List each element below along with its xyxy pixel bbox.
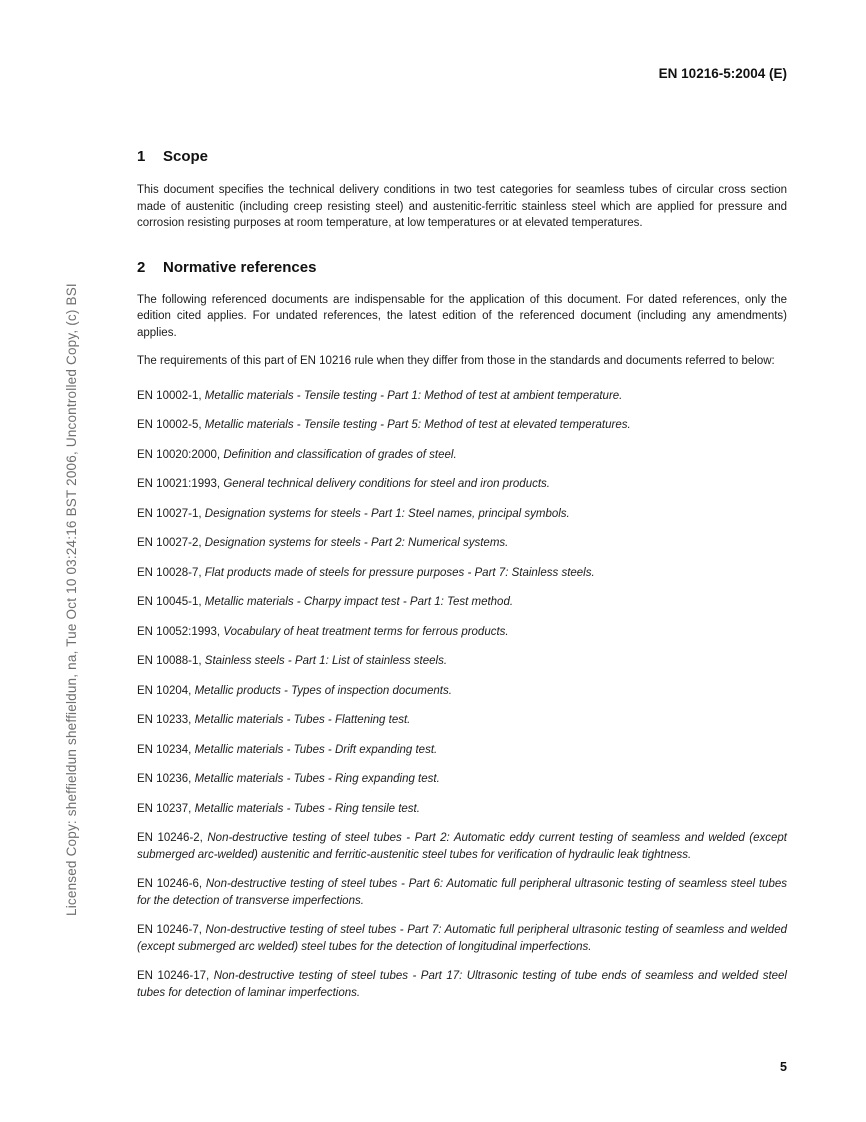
reference-item bbox=[137, 683, 787, 700]
reference-item bbox=[137, 742, 787, 759]
reference-item bbox=[137, 830, 787, 863]
reference-item bbox=[137, 771, 787, 788]
reference-title: Metallic materials - Charpy impact test - Part 1: Test method. bbox=[204, 596, 514, 608]
section-title: Normative references bbox=[163, 258, 317, 276]
reference-code: EN 10246-17, bbox=[137, 970, 210, 982]
reference-title: Non-destructive testing of steel tubes - Part 6: Automatic full peripheral ultrasonic testing of seamless steel tubes for the detection of transverse imperfections. bbox=[137, 878, 787, 907]
reference-item bbox=[137, 876, 787, 909]
reference-item bbox=[137, 801, 787, 818]
reference-item bbox=[137, 476, 787, 493]
reference-item bbox=[137, 447, 787, 464]
section-heading-scope bbox=[137, 148, 787, 166]
section-heading-normative-references bbox=[137, 259, 787, 277]
reference-code: EN 10088-1, bbox=[137, 655, 202, 667]
reference-title: Metallic materials - Tensile testing - Part 5: Method of test at elevated temperatures. bbox=[204, 419, 631, 431]
reference-code: EN 10204, bbox=[137, 684, 192, 697]
scope-paragraph: This document specifies the technical delivery conditions in two test categories for seamless tubes of circular cross section made of austenitic (including creep resisting steel) and austenitic-ferritic stainless steel which are applied for pressure and corrosion resisting purposes at room temperature, at low temperatures or at elevated temperatures. bbox=[137, 184, 787, 229]
reference-code: EN 10246-2, bbox=[137, 832, 203, 844]
document-header bbox=[137, 66, 787, 81]
reference-code: EN 10020:2000, bbox=[137, 448, 221, 461]
reference-title: General technical delivery conditions for steel and iron products. bbox=[223, 478, 550, 490]
reference-title: Vocabulary of heat treatment terms for ferrous products. bbox=[223, 625, 509, 638]
reference-code: EN 10246-6, bbox=[137, 878, 203, 890]
reference-title: Designation systems for steels - Part 1: Steel names, principal symbols. bbox=[204, 507, 570, 520]
reference-code: EN 10002-5, bbox=[137, 419, 202, 431]
reference-code: EN 10234, bbox=[137, 743, 192, 756]
reference-code: EN 10246-7, bbox=[137, 924, 202, 936]
reference-title: Designation systems for steels - Part 2: Numerical systems. bbox=[204, 537, 509, 549]
reference-code: EN 10021:1993, bbox=[137, 478, 221, 490]
reference-title: Metallic products - Types of inspection documents. bbox=[194, 684, 452, 697]
reference-item bbox=[137, 417, 787, 434]
reference-title: Definition and classification of grades of steel. bbox=[223, 448, 457, 461]
reference-title: Metallic materials - Tubes - Ring tensile test. bbox=[194, 802, 420, 815]
standard-reference: EN 10216-5:2004 (E) bbox=[658, 66, 787, 81]
document-content bbox=[137, 148, 787, 1014]
reference-item bbox=[137, 712, 787, 729]
reference-code: EN 10237, bbox=[137, 802, 192, 815]
normative-references-paragraph: The following referenced documents are indispensable for the application of this document. For dated references, only the edition cited applies. For undated references, the latest edition of the referenced document (including any amendments) applies. bbox=[137, 293, 787, 339]
reference-item bbox=[137, 388, 787, 405]
section-number: 2 bbox=[137, 258, 146, 276]
reference-item bbox=[137, 968, 787, 1001]
reference-item bbox=[137, 535, 787, 552]
reference-code: EN 10236, bbox=[137, 773, 192, 785]
reference-code: EN 10002-1, bbox=[137, 389, 202, 402]
reference-title: Non-destructive testing of steel tubes - Part 17: Ultrasonic testing of tube ends of seamless and welded steel tubes for detection of laminar imperfections. bbox=[137, 970, 787, 999]
section-number: 1 bbox=[137, 148, 146, 165]
reference-code: EN 10233, bbox=[137, 714, 192, 726]
reference-code: EN 10027-1, bbox=[137, 507, 202, 520]
reference-item bbox=[137, 922, 787, 955]
reference-title: Non-destructive testing of steel tubes - Part 2: Automatic eddy current testing of seamless and welded (except submerged arc-welded) austenitic and ferritic-austenitic steel tubes for verification of hydraulic leak tightness. bbox=[137, 832, 787, 861]
reference-title: Stainless steels - Part 1: List of stainless steels. bbox=[204, 655, 448, 667]
reference-item bbox=[137, 506, 787, 523]
page-number: 5 bbox=[780, 1060, 787, 1074]
license-watermark-text: Licensed Copy: sheffieldun sheffieldun, na, Tue Oct 10 03:24:16 BST 2006, Uncontrolled Copy, (c) BSI bbox=[64, 283, 79, 916]
reference-code: EN 10052:1993, bbox=[137, 625, 221, 638]
reference-item bbox=[137, 653, 787, 670]
reference-item bbox=[137, 594, 787, 611]
reference-title: Non-destructive testing of steel tubes - Part 7: Automatic full peripheral ultrasonic testing of seamless and welded (except submerged arc welded) steel tubes for the detection of longitudinal imperfections. bbox=[137, 924, 787, 953]
normative-references-lead-in: The requirements of this part of EN 10216 rule when they differ from those in the standards and documents referred to below: bbox=[137, 355, 775, 367]
reference-title: Flat products made of steels for pressure purposes - Part 7: Stainless steels. bbox=[204, 566, 595, 579]
section-title: Scope bbox=[163, 148, 209, 165]
reference-title: Metallic materials - Tubes - Drift expanding test. bbox=[194, 743, 438, 756]
reference-code: EN 10028-7, bbox=[137, 566, 202, 579]
reference-title: Metallic materials - Tubes - Flattening test. bbox=[194, 714, 411, 726]
reference-list bbox=[137, 388, 787, 1002]
reference-title: Metallic materials - Tensile testing - Part 1: Method of test at ambient temperature. bbox=[204, 389, 623, 402]
reference-item bbox=[137, 624, 787, 641]
reference-title: Metallic materials - Tubes - Ring expanding test. bbox=[194, 773, 440, 785]
reference-item bbox=[137, 565, 787, 582]
reference-code: EN 10045-1, bbox=[137, 596, 202, 608]
reference-code: EN 10027-2, bbox=[137, 537, 202, 549]
